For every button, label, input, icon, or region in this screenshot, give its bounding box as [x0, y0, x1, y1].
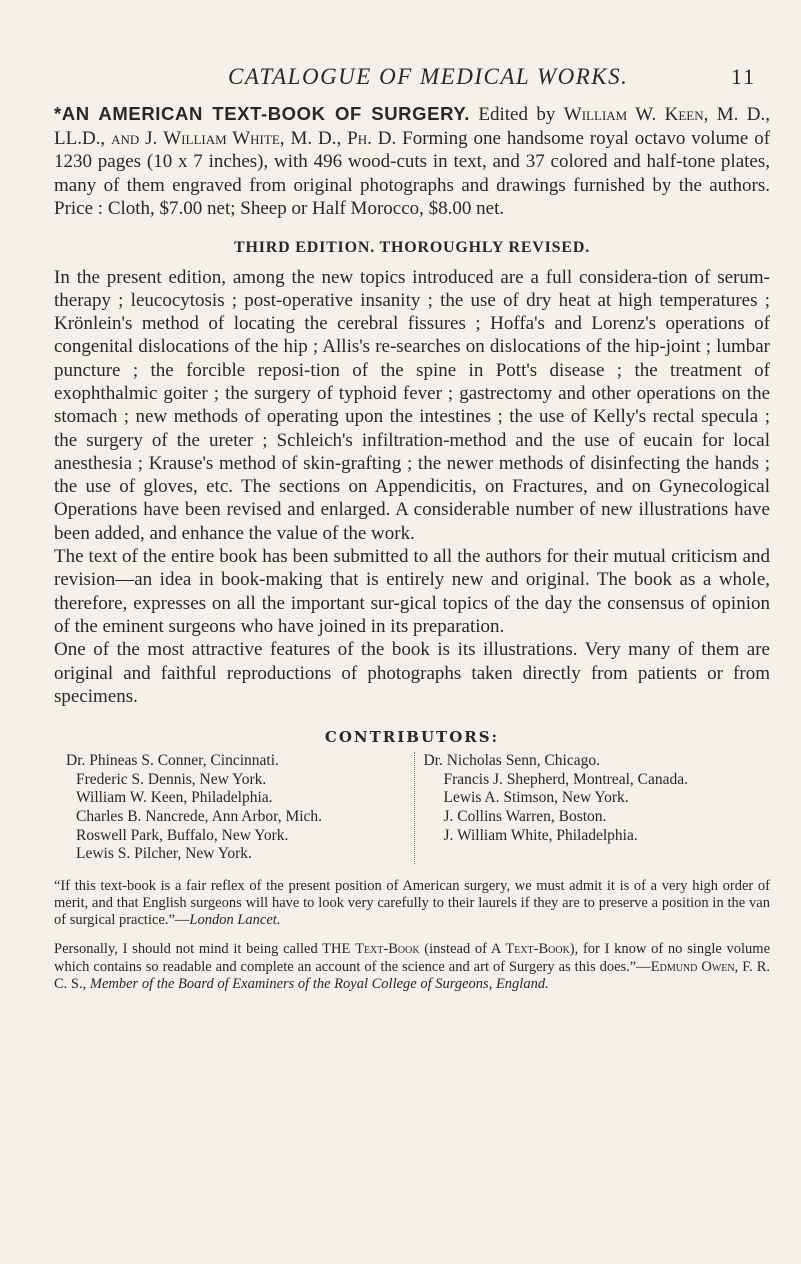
- press-quote: [54, 878, 770, 930]
- page-number: 11: [731, 64, 757, 89]
- editor-name: William W. Keen: [563, 104, 704, 125]
- testimonial: [54, 941, 770, 993]
- contributor-name: J. William White, Philadelphia.: [443, 826, 638, 844]
- contributors-list: [54, 752, 770, 864]
- editor-degrees: , M. D., Ph. D.: [279, 127, 397, 149]
- contributor-name: Frederic S. Dennis, New York.: [76, 770, 267, 788]
- edition-heading: THIRD EDITION. THOROUGHLY REVISED.: [233, 238, 591, 256]
- testimonial-affiliation: Member of the Board of Examiners of the Royal College of Surgeons, England.: [89, 975, 549, 992]
- editor-name: William White: [163, 127, 280, 149]
- contributor-name: Charles B. Nancrede, Ann Arbor, Mich.: [76, 807, 323, 825]
- testimonial-text: Personally, I should not mind it being called THE: [54, 941, 356, 958]
- quote-text: “If this text-book is a fair reflex of the present position of American surgery, we must admit it is of a very high order of merit, and that English surgeons will have to look very carefully to their laurels if they are to preserve a position in the van of surgical practice.”—: [54, 877, 770, 929]
- running-head: [0, 64, 801, 94]
- contributor-name: Francis J. Shepherd, Montreal, Canada.: [443, 770, 688, 788]
- contributor-name: William W. Keen, Philadelphia.: [76, 789, 273, 807]
- edited-by-label: Edited by: [478, 104, 556, 125]
- contributor-name: J. Collins Warren, Boston.: [443, 807, 607, 825]
- testimonial-text-book: Text-Book: [355, 941, 420, 958]
- book-title: *AN AMERICAN TEXT-BOOK OF SURGERY.: [54, 103, 470, 124]
- quote-source: London Lancet.: [189, 912, 281, 929]
- contributor-name: Lewis A. Stimson, New York.: [443, 789, 629, 807]
- book-entry: [54, 102, 770, 221]
- testimonial-text: (instead of A: [419, 941, 506, 958]
- body-paragraph: In the present edition, among the new topics introduced are a full considera-tion of serum-therapy ; leucocytosis ; post-operative insanity ; the use of dry heat at high temperatures ; Krönlein's method of locating the cerebral fissures ; Hoffa's and Lorenz's operations of congenital dislocations of the hip ; Allis's re-searches on dislocations of the hip-joint ; lumbar puncture ; the forcible reposi-tion of the spine in Pott's disease ; the treatment of exophthalmic goiter ; the surgery of typhoid fever ; gastrectomy and other operations on the stomach ; new methods of operating upon the intestines ; the use of Kelly's rectal specula ; the surgery of the ureter ; Schleich's infiltration-method and the use of eucain for local anesthesia ; Krause's method of skin-grafting ; the newer methods of disinfecting the hands ; the use of gloves, etc. The sections on Appendicitis, on Fractures, and on Gynecological Operations have been revised and enlarged. A considerable number of new illustrations have been added, and enhance the value of the work.: [54, 266, 770, 544]
- body-paragraph: The text of the entire book has been submitted to all the authors for their mutual criticism and revision—an idea in book-making that is entirely new and original. The book as a whole, therefore, expresses on all the important sur-gical topics of the day the consensus of opinion of the eminent surgeons who have joined in its preparation.: [54, 546, 770, 637]
- body-paragraph: One of the most attractive features of the book is its illustrations. Very many of them are original and faithful reproductions of photographs taken directly from patients or from specimens.: [54, 639, 770, 707]
- testimonial-text-book: Text-Book: [505, 941, 570, 958]
- testimonial-text: ), for I know of no single volume which contains so readable and complete an account of the science and art of Surgery as this does.”—: [54, 941, 771, 975]
- editor-degrees: , M. D., LL.D., and J.: [54, 104, 771, 149]
- testimonial-author: Edmund Owen: [650, 958, 735, 975]
- contributors-right-column: [414, 752, 770, 864]
- contributor-name: Lewis S. Pilcher, New York.: [76, 845, 252, 863]
- book-description: Forming one handsome royal octavo volume of 1230 pages (10 x 7 inches), with 496 wood-cuts in text, and 37 colored and half-tone plates, many of them engraved from original photographs and drawings furnished by the authors. Price : Cloth, $7.00 net; Sheep or Half Morocco, $8.00 net.: [54, 127, 771, 219]
- page-content: [54, 102, 770, 993]
- contributors-heading: CONTRIBUTORS:: [324, 728, 500, 747]
- contributor-name: Roswell Park, Buffalo, New York.: [76, 826, 289, 844]
- contributor-name: Dr. Nicholas Senn, Chicago.: [423, 752, 600, 770]
- contributors-left-column: [54, 752, 414, 864]
- contributor-name: Dr. Phineas S. Conner, Cincinnati.: [66, 752, 279, 770]
- testimonial-author-title: , F. R. C. S.,: [54, 958, 770, 992]
- running-title: CATALOGUE OF MEDICAL WORKS.: [228, 64, 629, 89]
